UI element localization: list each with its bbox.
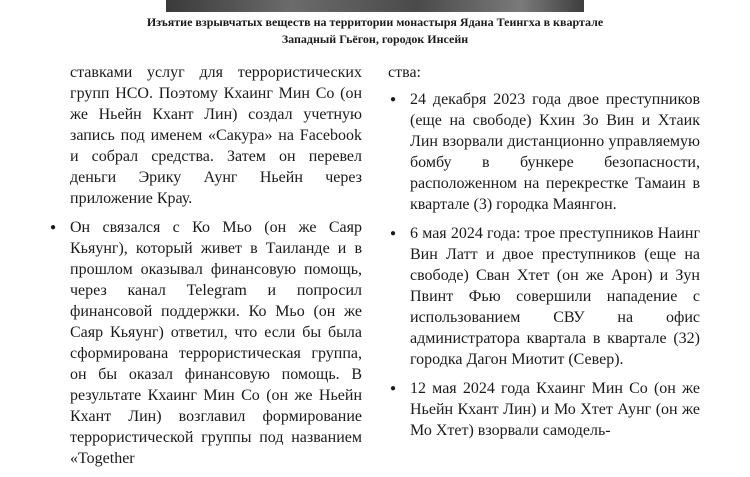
left-bullet-list	[50, 217, 362, 469]
list-item-text: Он связался с Ко Мьо (он же Саяр Кьяунг), который живет в Таиланде и в прошлом оказывал финансовую помощь, через канал Telegram и попросил финансовой поддержки. Ко Мьо (он же Саяр Кьяунг) ответил, что если бы была сформирована террористическая группа, он бы оказал финансовую помощь. В результате Кхаинг Мин Со (он же Ньейн Кхант Лин) возглавил формирование террористической группы под названием «Together	[70, 219, 362, 467]
caption-line-2: Западный Гьёгон, городок Инсейн	[281, 32, 469, 46]
caption-line-1: Изъятие взрывчатых веществ на территории монастыря Ядана Теингха в квартале	[146, 15, 604, 29]
list-item	[390, 89, 700, 215]
left-column	[50, 62, 362, 477]
list-item-text: 12 мая 2024 года Кхаинг Мин Со (он же Ньейн Кхант Лин) и Мо Хтет Аунг (он же Мо Хтет) взорвали самодель-	[410, 380, 700, 439]
list-item-text: 6 мая 2024 года: трое преступников Наинг Вин Латт и двое преступников (еще на свободе) Сван Хтет (он же Арон) и Зун Пвинт Фью совершили нападение с использованием СВУ на офис администратора квартала в квартале (32) городка Дагон Миотит (Север).	[410, 225, 700, 368]
bullet-icon: ●	[50, 222, 57, 233]
figure-caption	[0, 14, 750, 48]
bullet-icon: ●	[390, 228, 397, 239]
bullet-icon: ●	[390, 383, 397, 394]
bullet-icon: ●	[390, 94, 397, 105]
photo-bottom-edge	[166, 0, 584, 12]
list-item-text: 24 декабря 2023 года двое преступников (еще на свободе) Кхин Зо Вин и Хтаик Лин взорвали дистанционно управляемую бомбу в бункере безопасности, расположенном на перекрестке Тамаин в квартале (3) городка Маянгон.	[410, 91, 700, 213]
list-item	[50, 217, 362, 469]
paragraph-continuation: ставками услуг для террористических групп НСО. Поэтому Кхаинг Мин Со (он же Ньейн Кхант Лин) создал учетную запись под именем «Сакура» на Facebook и собрал средства. Затем он перевел деньги Эрику Аунг Ньейн через приложение Крау.	[70, 64, 362, 207]
list-item	[390, 223, 700, 370]
paragraph-lead: ства:	[388, 64, 421, 81]
right-column	[388, 62, 700, 449]
list-item	[390, 378, 700, 441]
incident-list	[388, 89, 700, 441]
